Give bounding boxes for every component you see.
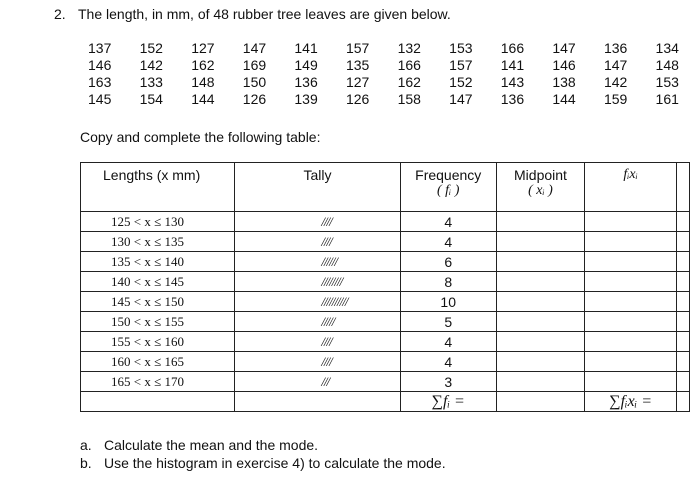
leaf-length-data-grid: [88, 40, 690, 108]
interval-cell: 130 < x ≤ 135: [81, 232, 235, 252]
task-item: [80, 455, 446, 473]
data-value: 150: [242, 74, 267, 90]
table-row: [81, 312, 690, 332]
data-row: [88, 40, 690, 57]
table-body: [81, 212, 690, 392]
frequency-cell: 10: [400, 292, 496, 312]
tally-cell: ////: [235, 232, 400, 252]
task-item: [80, 437, 446, 455]
instruction-text: Copy and complete the following table:: [80, 129, 321, 145]
table-row: [81, 232, 690, 252]
midpoint-cell: [496, 232, 584, 252]
data-value: 152: [139, 40, 163, 56]
fx-cell: [585, 212, 677, 232]
header-frequency-symbol: ( fᵢ ): [437, 183, 460, 198]
interval-cell: 150 < x ≤ 155: [81, 312, 235, 332]
data-row: [88, 91, 690, 108]
data-value: 126: [345, 91, 370, 107]
data-value: 147: [242, 40, 267, 56]
blank-cell: [677, 292, 690, 312]
data-value: 148: [191, 74, 215, 90]
frequency-cell: 4: [400, 332, 496, 352]
data-value: 137: [88, 40, 112, 56]
data-value: 159: [603, 91, 628, 107]
data-value: 143: [500, 74, 525, 90]
data-value: 134: [655, 40, 679, 56]
data-value: 166: [500, 40, 525, 56]
header-frequency-label: Frequency: [415, 167, 482, 183]
header-midpoint-label: Midpoint: [514, 167, 567, 183]
blank-cell: [677, 332, 690, 352]
frequency-cell: 3: [400, 372, 496, 392]
midpoint-cell: [496, 292, 584, 312]
sum-blank-2: [235, 392, 400, 412]
data-value: 163: [88, 74, 112, 90]
fx-cell: [585, 232, 677, 252]
header-blank: [677, 163, 690, 212]
sum-blank-4: [677, 392, 690, 412]
data-value: 157: [345, 40, 370, 56]
tally-cell: ////: [235, 212, 400, 232]
data-value: 158: [397, 91, 421, 107]
table-row: [81, 272, 690, 292]
sum-frequency: ∑fᵢ =: [400, 392, 496, 412]
question-title: [54, 6, 451, 22]
data-value: 161: [655, 91, 679, 107]
frequency-cell: 4: [400, 352, 496, 372]
fx-cell: [585, 352, 677, 372]
blank-cell: [677, 212, 690, 232]
fx-cell: [585, 252, 677, 272]
task-text: Calculate the mean and the mode.: [104, 437, 319, 453]
midpoint-cell: [496, 352, 584, 372]
data-value: 153: [655, 74, 679, 90]
data-value: 149: [294, 57, 318, 73]
table-header-row: [81, 163, 690, 212]
midpoint-cell: [496, 312, 584, 332]
header-lengths: Lengths (x mm): [81, 163, 235, 212]
header-frequency: [400, 163, 496, 212]
interval-cell: 125 < x ≤ 130: [81, 212, 235, 232]
header-tally: Tally: [235, 163, 400, 212]
data-value: 136: [603, 40, 628, 56]
data-value: 133: [139, 74, 163, 90]
midpoint-cell: [496, 272, 584, 292]
fx-cell: [585, 292, 677, 312]
sum-row: [81, 392, 690, 412]
data-value: 126: [242, 91, 267, 107]
data-value: 136: [500, 91, 525, 107]
task-text: Use the histogram in exercise 4) to calculate the mode.: [104, 455, 446, 471]
task-list: [80, 437, 446, 473]
data-row: [88, 57, 690, 74]
midpoint-cell: [496, 372, 584, 392]
midpoint-cell: [496, 252, 584, 272]
interval-cell: 145 < x ≤ 150: [81, 292, 235, 312]
header-midpoint-symbol: ( xᵢ ): [528, 183, 553, 198]
data-value: 169: [242, 57, 267, 73]
data-value: 148: [655, 57, 679, 73]
data-value: 166: [397, 57, 421, 73]
fx-cell: [585, 332, 677, 352]
data-row: [88, 74, 690, 91]
tally-cell: ////: [235, 352, 400, 372]
frequency-cell: 4: [400, 232, 496, 252]
question-text: The length, in mm, of 48 rubber tree leaves are given below.: [78, 6, 451, 22]
blank-cell: [677, 372, 690, 392]
data-value: 144: [552, 91, 576, 107]
fx-cell: [585, 372, 677, 392]
table-row: [81, 212, 690, 232]
data-value: 147: [603, 57, 628, 73]
tally-cell: /////: [235, 312, 400, 332]
table-row: [81, 352, 690, 372]
blank-cell: [677, 232, 690, 252]
data-value: 147: [552, 40, 576, 56]
midpoint-cell: [496, 332, 584, 352]
tally-cell: //////: [235, 252, 400, 272]
data-value: 146: [552, 57, 576, 73]
blank-cell: [677, 252, 690, 272]
interval-cell: 165 < x ≤ 170: [81, 372, 235, 392]
frequency-table: [80, 162, 690, 412]
fx-cell: [585, 272, 677, 292]
data-value: 135: [345, 57, 370, 73]
data-value: 147: [449, 91, 473, 107]
data-value: 162: [397, 74, 421, 90]
interval-cell: 135 < x ≤ 140: [81, 252, 235, 272]
tally-cell: ////////: [235, 272, 400, 292]
table-row: [81, 372, 690, 392]
data-value: 152: [449, 74, 473, 90]
data-value: 145: [88, 91, 112, 107]
data-value: 127: [191, 40, 215, 56]
data-value: 146: [88, 57, 112, 73]
interval-cell: 155 < x ≤ 160: [81, 332, 235, 352]
blank-cell: [677, 352, 690, 372]
tally-cell: ///: [235, 372, 400, 392]
task-label: a.: [80, 437, 92, 453]
interval-cell: 140 < x ≤ 145: [81, 272, 235, 292]
task-label: b.: [80, 455, 92, 471]
sum-blank-1: [81, 392, 235, 412]
header-midpoint: [496, 163, 584, 212]
question-number: 2.: [54, 6, 66, 22]
table-row: [81, 292, 690, 312]
data-value: 132: [397, 40, 421, 56]
data-value: 127: [345, 74, 370, 90]
data-value: 141: [294, 40, 318, 56]
table-row: [81, 252, 690, 272]
data-value: 138: [552, 74, 576, 90]
blank-cell: [677, 272, 690, 292]
frequency-cell: 8: [400, 272, 496, 292]
data-value: 153: [449, 40, 473, 56]
header-fx: fᵢxᵢ: [585, 163, 677, 212]
data-value: 139: [294, 91, 318, 107]
tally-cell: ////: [235, 332, 400, 352]
data-value: 142: [603, 74, 628, 90]
interval-cell: 160 < x ≤ 165: [81, 352, 235, 372]
frequency-cell: 4: [400, 212, 496, 232]
midpoint-cell: [496, 212, 584, 232]
data-value: 144: [191, 91, 215, 107]
data-value: 157: [449, 57, 473, 73]
tally-cell: //////////: [235, 292, 400, 312]
frequency-cell: 6: [400, 252, 496, 272]
sum-fx: ∑fᵢxᵢ =: [585, 392, 677, 412]
frequency-cell: 5: [400, 312, 496, 332]
blank-cell: [677, 312, 690, 332]
data-value: 141: [500, 57, 525, 73]
table-row: [81, 332, 690, 352]
data-value: 142: [139, 57, 163, 73]
data-value: 154: [139, 91, 163, 107]
sum-blank-3: [496, 392, 584, 412]
data-value: 162: [191, 57, 215, 73]
fx-cell: [585, 312, 677, 332]
data-value: 136: [294, 74, 318, 90]
